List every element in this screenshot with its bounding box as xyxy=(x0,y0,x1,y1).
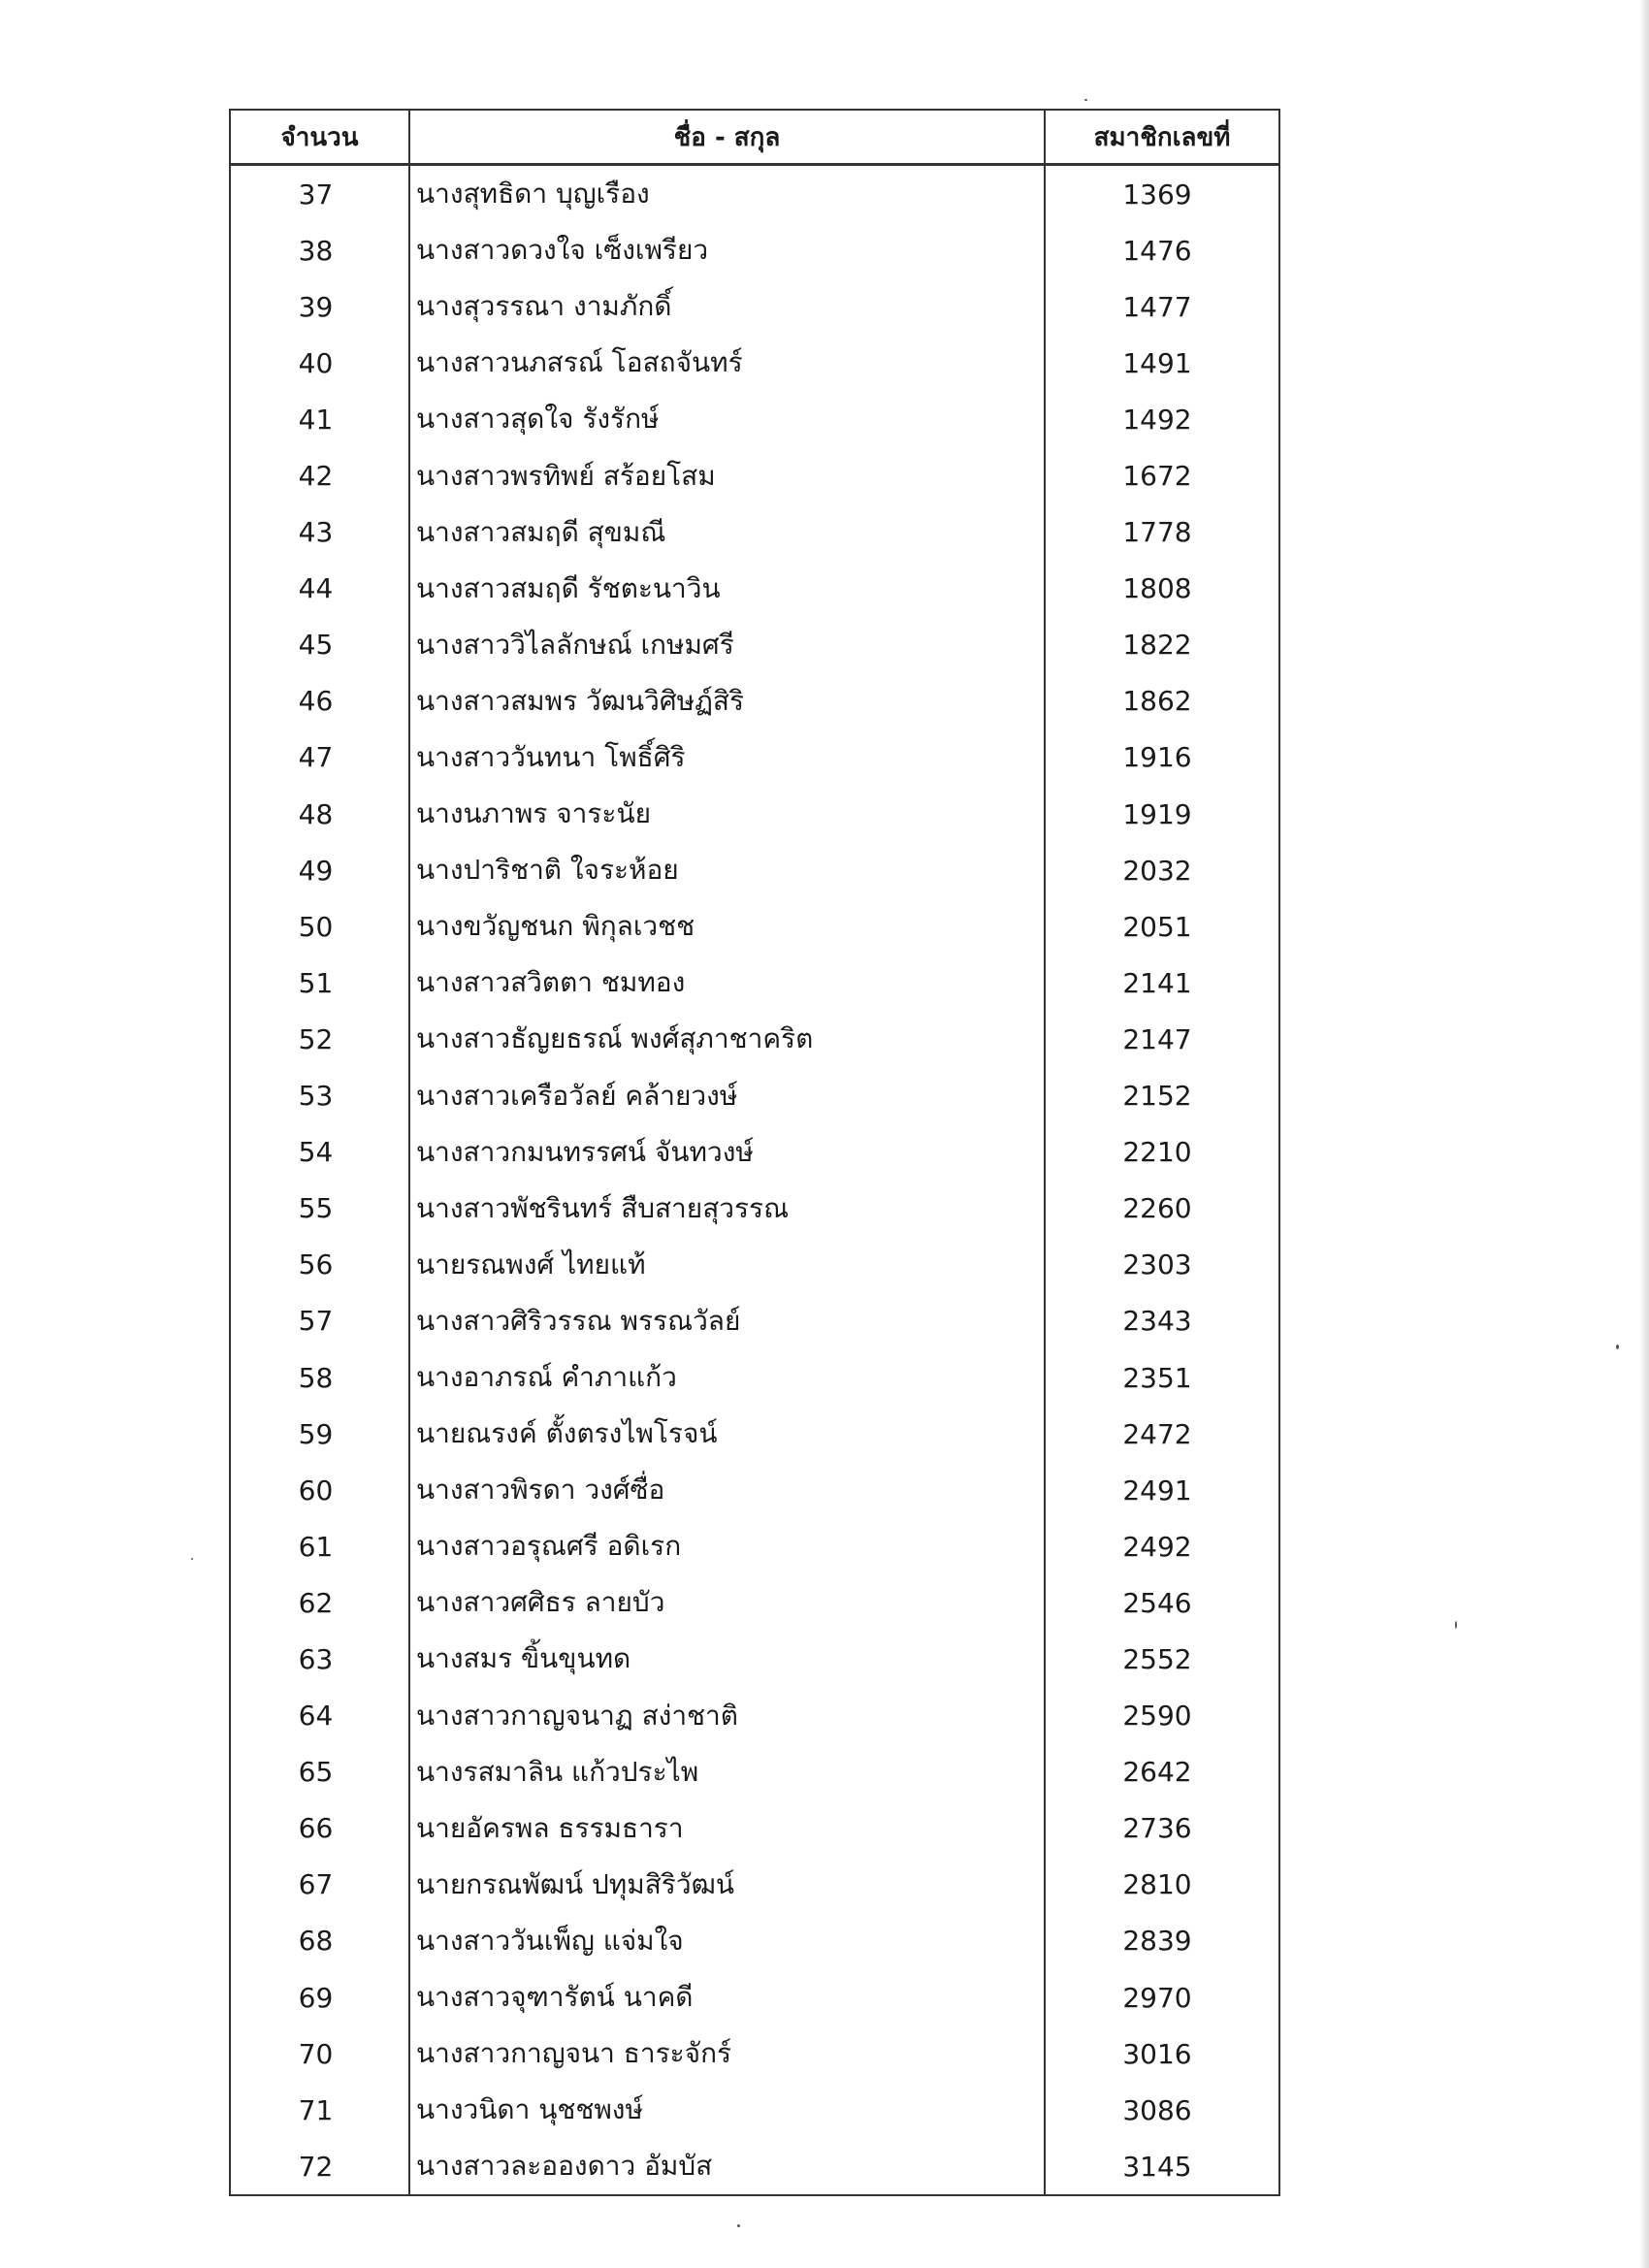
row-number: 42 xyxy=(230,447,409,503)
row-member-id: 2141 xyxy=(1045,955,1279,1011)
table-row xyxy=(230,222,1279,278)
row-name: นางสาวศิริวรรณ พรรณวัลย์ xyxy=(409,1293,1045,1349)
table-row xyxy=(230,1124,1279,1181)
row-number: 39 xyxy=(230,278,409,335)
row-member-id: 2472 xyxy=(1045,1406,1279,1462)
row-member-id: 2260 xyxy=(1045,1181,1279,1237)
row-name: นางสาวสมพร วัฒนวิศิษฏ์สิริ xyxy=(409,673,1045,729)
table-row xyxy=(230,786,1279,842)
row-name: นางสาวธัญยธรณ์ พงศ์สุภาชาคริต xyxy=(409,1011,1045,1067)
row-member-id: 2147 xyxy=(1045,1011,1279,1067)
table-row xyxy=(230,2138,1279,2195)
row-member-id: 2152 xyxy=(1045,1068,1279,1124)
row-name: นายรณพงศ์ ไทยแท้ xyxy=(409,1237,1045,1293)
row-member-id: 2839 xyxy=(1045,1913,1279,1969)
row-name: นายอัครพล ธรรมธารา xyxy=(409,1800,1045,1857)
scan-speck xyxy=(191,1558,193,1560)
row-number: 64 xyxy=(230,1688,409,1744)
table-row xyxy=(230,278,1279,335)
table-row xyxy=(230,1969,1279,2025)
table-row xyxy=(230,1237,1279,1293)
table-row xyxy=(230,335,1279,391)
row-number: 57 xyxy=(230,1293,409,1349)
header-name: ชื่อ - สกุล xyxy=(409,110,1045,165)
table-row xyxy=(230,2025,1279,2082)
row-member-id: 2210 xyxy=(1045,1124,1279,1181)
row-name: นางอาภรณ์ คำภาแก้ว xyxy=(409,1349,1045,1406)
header-member-id: สมาชิกเลขที่ xyxy=(1045,110,1279,165)
row-name: นางสาววันทนา โพธิ์ศิริ xyxy=(409,729,1045,786)
row-name: นางสาวกาญจนา ธาระจักร์ xyxy=(409,2025,1045,2082)
row-number: 65 xyxy=(230,1744,409,1800)
row-name: นางวนิดา นุชชพงษ์ xyxy=(409,2082,1045,2138)
row-member-id: 1808 xyxy=(1045,561,1279,617)
row-name: นายณรงค์ ตั้งตรงไพโรจน์ xyxy=(409,1406,1045,1462)
table-row xyxy=(230,842,1279,898)
row-name: นางสาวสุดใจ รังรักษ์ xyxy=(409,391,1045,447)
table-row xyxy=(230,1518,1279,1574)
row-name: นางสาวเครือวัลย์ คล้ายวงษ์ xyxy=(409,1068,1045,1124)
row-number: 67 xyxy=(230,1857,409,1913)
row-name: นายกรณพัฒน์ ปทุมสิริวัฒน์ xyxy=(409,1857,1045,1913)
row-member-id: 1778 xyxy=(1045,504,1279,561)
row-name: นางสมร ขิ้นขุนทด xyxy=(409,1631,1045,1687)
row-member-id: 1492 xyxy=(1045,391,1279,447)
row-number: 53 xyxy=(230,1068,409,1124)
row-member-id: 2051 xyxy=(1045,898,1279,955)
row-name: นางรสมาลิน แก้วประไพ xyxy=(409,1744,1045,1800)
row-member-id: 1369 xyxy=(1045,165,1279,223)
row-number: 52 xyxy=(230,1011,409,1067)
row-name: นางสาวนภสรณ์ โอสถจันทร์ xyxy=(409,335,1045,391)
row-member-id: 1672 xyxy=(1045,447,1279,503)
row-name: นางสาวสวิตตา ชมทอง xyxy=(409,955,1045,1011)
row-name: นางสาวกาญจนาฏ สง่าชาติ xyxy=(409,1688,1045,1744)
row-number: 51 xyxy=(230,955,409,1011)
row-number: 71 xyxy=(230,2082,409,2138)
scan-edge-shadow xyxy=(1639,0,1649,2268)
row-member-id: 1919 xyxy=(1045,786,1279,842)
row-number: 43 xyxy=(230,504,409,561)
row-number: 49 xyxy=(230,842,409,898)
row-member-id: 1477 xyxy=(1045,278,1279,335)
table-row xyxy=(230,1293,1279,1349)
row-name: นางสาวพัชรินทร์ สืบสายสุวรรณ xyxy=(409,1181,1045,1237)
table-row xyxy=(230,673,1279,729)
table-row xyxy=(230,1913,1279,1969)
row-number: 58 xyxy=(230,1349,409,1406)
table-row xyxy=(230,165,1279,223)
table-body xyxy=(230,165,1279,2196)
row-number: 63 xyxy=(230,1631,409,1687)
row-name: นางสาวพิรดา วงศ์ซื่อ xyxy=(409,1462,1045,1518)
row-member-id: 2491 xyxy=(1045,1462,1279,1518)
row-member-id: 2590 xyxy=(1045,1688,1279,1744)
table-header-row xyxy=(230,110,1279,165)
table-row xyxy=(230,504,1279,561)
table-row xyxy=(230,729,1279,786)
table-row xyxy=(230,2082,1279,2138)
row-member-id: 2303 xyxy=(1045,1237,1279,1293)
row-member-id: 1862 xyxy=(1045,673,1279,729)
table-row xyxy=(230,1631,1279,1687)
row-number: 70 xyxy=(230,2025,409,2082)
row-name: นางสาวละอองดาว อัมบัส xyxy=(409,2138,1045,2195)
member-table xyxy=(229,109,1280,2196)
row-member-id: 2492 xyxy=(1045,1518,1279,1574)
table-row xyxy=(230,447,1279,503)
table-row xyxy=(230,1181,1279,1237)
row-name: นางสาวศศิธร ลายบัว xyxy=(409,1574,1045,1631)
row-number: 46 xyxy=(230,673,409,729)
row-member-id: 2810 xyxy=(1045,1857,1279,1913)
table-row xyxy=(230,1857,1279,1913)
row-member-id: 3145 xyxy=(1045,2138,1279,2195)
row-name: นางสาววันเพ็ญ แจ่มใจ xyxy=(409,1913,1045,1969)
row-name: นางสาวสมฤดี สุขมณี xyxy=(409,504,1045,561)
row-name: นางขวัญชนก พิกุลเวชช xyxy=(409,898,1045,955)
row-number: 54 xyxy=(230,1124,409,1181)
row-member-id: 3086 xyxy=(1045,2082,1279,2138)
row-name: นางสาวดวงใจ เซ็งเพรียว xyxy=(409,222,1045,278)
table-row xyxy=(230,955,1279,1011)
header-number: จำนวน xyxy=(230,110,409,165)
row-member-id: 1916 xyxy=(1045,729,1279,786)
scan-speck xyxy=(737,2224,740,2227)
row-number: 45 xyxy=(230,617,409,673)
table-row xyxy=(230,391,1279,447)
table-row xyxy=(230,1462,1279,1518)
row-member-id: 1822 xyxy=(1045,617,1279,673)
row-number: 61 xyxy=(230,1518,409,1574)
table-row xyxy=(230,561,1279,617)
table-row xyxy=(230,1349,1279,1406)
row-number: 55 xyxy=(230,1181,409,1237)
row-member-id: 2642 xyxy=(1045,1744,1279,1800)
row-member-id: 2351 xyxy=(1045,1349,1279,1406)
scan-speck xyxy=(1616,1345,1619,1349)
scan-speck xyxy=(1455,1621,1457,1629)
row-member-id: 2343 xyxy=(1045,1293,1279,1349)
row-name: นางสาวสมฤดี รัชตะนาวิน xyxy=(409,561,1045,617)
row-number: 56 xyxy=(230,1237,409,1293)
row-member-id: 3016 xyxy=(1045,2025,1279,2082)
row-name: นางสาวกมนทรรศน์ จันทวงษ์ xyxy=(409,1124,1045,1181)
row-name: นางสุวรรณา งามภักดิ์ xyxy=(409,278,1045,335)
table-row xyxy=(230,1011,1279,1067)
row-number: 37 xyxy=(230,165,409,223)
row-member-id: 2736 xyxy=(1045,1800,1279,1857)
table-row xyxy=(230,1406,1279,1462)
row-name: นางปาริชาติ ใจระห้อย xyxy=(409,842,1045,898)
row-member-id: 2032 xyxy=(1045,842,1279,898)
row-name: นางสาวพรทิพย์ สร้อยโสม xyxy=(409,447,1045,503)
row-name: นางสาวจุฑารัตน์ นาคดี xyxy=(409,1969,1045,2025)
row-number: 44 xyxy=(230,561,409,617)
row-number: 40 xyxy=(230,335,409,391)
row-member-id: 2546 xyxy=(1045,1574,1279,1631)
table-row xyxy=(230,1068,1279,1124)
row-number: 47 xyxy=(230,729,409,786)
row-number: 68 xyxy=(230,1913,409,1969)
row-name: นางสาววิไลลักษณ์ เกษมศรี xyxy=(409,617,1045,673)
table-row xyxy=(230,898,1279,955)
table-row xyxy=(230,1744,1279,1800)
row-member-id: 2970 xyxy=(1045,1969,1279,2025)
row-number: 59 xyxy=(230,1406,409,1462)
row-name: นางนภาพร จาระนัย xyxy=(409,786,1045,842)
row-name: นางสุทธิดา บุญเรือง xyxy=(409,165,1045,223)
row-member-id: 1476 xyxy=(1045,222,1279,278)
row-number: 72 xyxy=(230,2138,409,2195)
row-number: 66 xyxy=(230,1800,409,1857)
row-member-id: 2552 xyxy=(1045,1631,1279,1687)
row-number: 41 xyxy=(230,391,409,447)
row-name: นางสาวอรุณศรี อดิเรก xyxy=(409,1518,1045,1574)
table-row xyxy=(230,1688,1279,1744)
row-member-id: 1491 xyxy=(1045,335,1279,391)
row-number: 38 xyxy=(230,222,409,278)
row-number: 60 xyxy=(230,1462,409,1518)
row-number: 48 xyxy=(230,786,409,842)
row-number: 62 xyxy=(230,1574,409,1631)
row-number: 50 xyxy=(230,898,409,955)
row-number: 69 xyxy=(230,1969,409,2025)
table-row xyxy=(230,1574,1279,1631)
table-row xyxy=(230,1800,1279,1857)
scan-speck xyxy=(1084,99,1087,101)
table-row xyxy=(230,617,1279,673)
